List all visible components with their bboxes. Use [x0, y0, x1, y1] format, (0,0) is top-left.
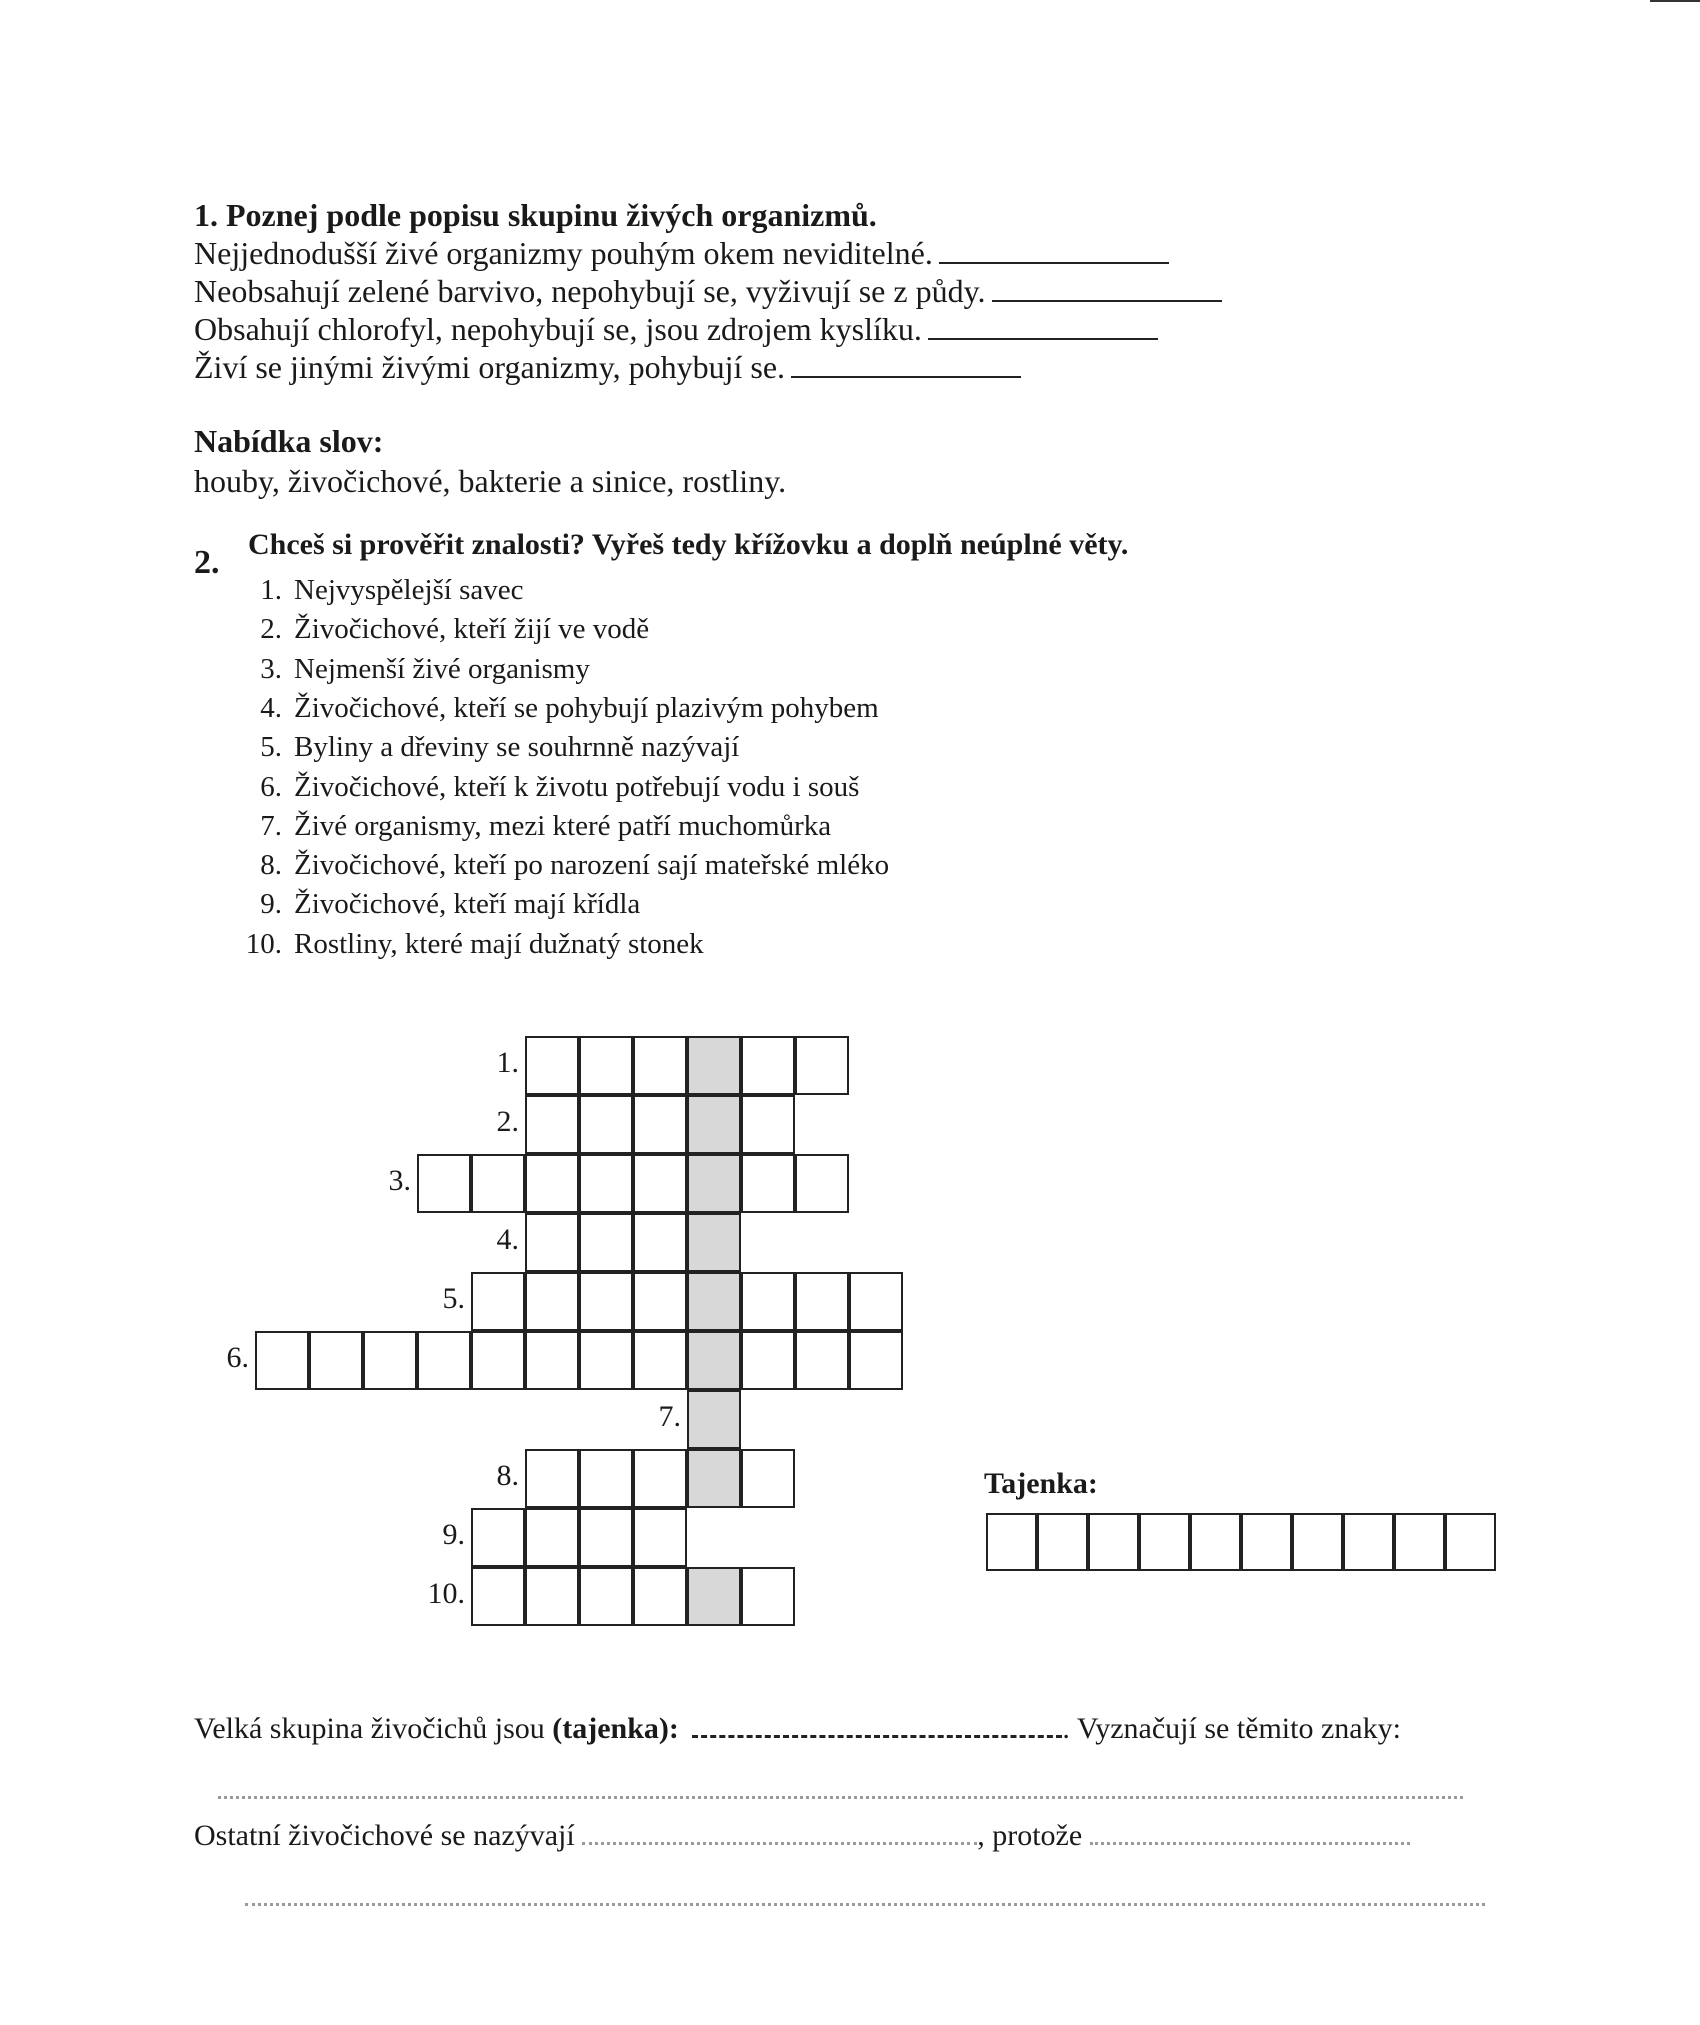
crossword-cell[interactable] — [579, 1213, 633, 1272]
clue-number: 3. — [260, 653, 282, 685]
answer-dotted-line-1[interactable] — [218, 1796, 1463, 1799]
crossword-cell[interactable] — [633, 1095, 687, 1154]
secret-letter-box[interactable] — [1037, 1513, 1088, 1571]
crossword-solution-cell[interactable] — [687, 1272, 741, 1331]
secret-letter-box[interactable] — [1292, 1513, 1343, 1571]
crossword-cell[interactable] — [579, 1272, 633, 1331]
crossword-cell[interactable] — [795, 1331, 849, 1390]
clue-number: 7. — [260, 810, 282, 842]
crossword-cell[interactable] — [363, 1331, 417, 1390]
crossword-cell[interactable] — [471, 1154, 525, 1213]
secret-answer-blank[interactable] — [692, 1711, 1062, 1738]
exercise1-line-3: Obsahují chlorofyl, nepohybují se, jsou zdrojem kyslíku. — [194, 310, 1158, 348]
crossword-solution-cell[interactable] — [687, 1390, 741, 1449]
clue-text: Živočichové, kteří mají křídla — [294, 888, 641, 920]
crossword-solution-cell[interactable] — [687, 1213, 741, 1272]
clue-text: Živé organismy, mezi které patří muchomůrka — [294, 810, 832, 842]
crossword-cell[interactable] — [471, 1331, 525, 1390]
crossword-cell[interactable] — [471, 1567, 525, 1626]
exercise1-line-2: Neobsahují zelené barvivo, nepohybují se, vyživují se z půdy. — [194, 272, 1222, 310]
crossword-cell[interactable] — [795, 1272, 849, 1331]
crossword-row-number: 7. — [658, 1400, 681, 1433]
crossword-cell[interactable] — [633, 1213, 687, 1272]
crossword-row-number: 6. — [226, 1341, 249, 1374]
crossword-cell[interactable] — [309, 1331, 363, 1390]
crossword-row-number: 2. — [496, 1105, 519, 1138]
word-bank-label: Nabídka slov: — [194, 423, 384, 459]
secret-letter-box[interactable] — [1241, 1513, 1292, 1571]
clue-number: 2. — [260, 613, 282, 645]
crossword-row-number: 9. — [442, 1518, 465, 1551]
crossword-cell[interactable] — [525, 1567, 579, 1626]
crossword-cell[interactable] — [579, 1095, 633, 1154]
secret-letter-box[interactable] — [1445, 1513, 1496, 1571]
crossword-cell[interactable] — [579, 1449, 633, 1508]
crossword-cell[interactable] — [741, 1272, 795, 1331]
clue-number: 9. — [260, 888, 282, 920]
secret-letter-box[interactable] — [1088, 1513, 1139, 1571]
clue-text: Živočichové, kteří žijí ve vodě — [294, 613, 650, 645]
clue-text: Živočichové, kteří k životu potřebují vodu i souš — [294, 771, 860, 803]
exercise1-line-1: Nejjednodušší živé organizmy pouhým okem neviditelné. — [194, 234, 1169, 272]
secret-letter-box[interactable] — [1139, 1513, 1190, 1571]
crossword-cell[interactable] — [633, 1331, 687, 1390]
clue-number: 4. — [260, 692, 282, 724]
crossword-row-number: 1. — [496, 1046, 519, 1079]
word-bank: houby, živočichové, bakterie a sinice, rostliny. — [194, 463, 787, 499]
crossword-cell[interactable] — [633, 1508, 687, 1567]
crossword-solution-cell[interactable] — [687, 1154, 741, 1213]
crossword-cell[interactable] — [849, 1272, 903, 1331]
crossword-cell[interactable] — [741, 1449, 795, 1508]
crossword-cell[interactable] — [525, 1095, 579, 1154]
clue-number: 6. — [260, 771, 282, 803]
reason-answer-dotted[interactable] — [1090, 1820, 1410, 1845]
crossword-cell[interactable] — [741, 1567, 795, 1626]
crossword-row-number: 10. — [427, 1577, 465, 1610]
answer-blank-2[interactable] — [992, 274, 1222, 302]
crossword-cell[interactable] — [741, 1036, 795, 1095]
crossword-solution-cell[interactable] — [687, 1331, 741, 1390]
footer-sentence-1: Velká skupina živočichů jsou (tajenka): . Vyznačují se těmito znaky: — [194, 1712, 1401, 1745]
crossword-cell[interactable] — [525, 1508, 579, 1567]
clue-number: 10. — [245, 928, 282, 960]
crossword-cell[interactable] — [471, 1508, 525, 1567]
clue-text: Byliny a dřeviny se souhrnně nazývají — [294, 731, 740, 763]
exercise1-line-4: Živí se jinými živými organizmy, pohybují se. — [194, 348, 1021, 386]
answer-blank-3[interactable] — [928, 312, 1158, 340]
crossword-cell[interactable] — [579, 1331, 633, 1390]
secret-letter-box[interactable] — [1394, 1513, 1445, 1571]
answer-blank-1[interactable] — [939, 236, 1169, 264]
secret-letter-box[interactable] — [986, 1513, 1037, 1571]
crossword-cell[interactable] — [525, 1036, 579, 1095]
crossword-cell[interactable] — [633, 1036, 687, 1095]
crossword-cell[interactable] — [525, 1213, 579, 1272]
crossword-cell[interactable] — [633, 1154, 687, 1213]
crossword-row-number: 3. — [388, 1164, 411, 1197]
crossword-cell[interactable] — [579, 1508, 633, 1567]
page-corner-mark — [1650, 0, 1700, 2]
clue-number: 8. — [260, 849, 282, 881]
crossword-row-number: 4. — [496, 1223, 519, 1256]
clue-text: Nejmenší živé organismy — [294, 653, 590, 685]
crossword-row-number: 8. — [496, 1459, 519, 1492]
crossword-solution-cell[interactable] — [687, 1095, 741, 1154]
secret-label: Tajenka: — [984, 1467, 1098, 1500]
crossword-cell[interactable] — [525, 1272, 579, 1331]
exercise2-number: 2. — [194, 544, 220, 581]
crossword-cell[interactable] — [525, 1449, 579, 1508]
crossword-solution-cell[interactable] — [687, 1567, 741, 1626]
crossword-cell[interactable] — [633, 1272, 687, 1331]
clue-text: Nejvyspělejší savec — [294, 574, 524, 606]
crossword-solution-cell[interactable] — [687, 1449, 741, 1508]
crossword-cell[interactable] — [417, 1154, 471, 1213]
crossword-cell[interactable] — [525, 1154, 579, 1213]
crossword-cell[interactable] — [795, 1154, 849, 1213]
crossword-cell[interactable] — [795, 1036, 849, 1095]
crossword-solution-cell[interactable] — [687, 1036, 741, 1095]
clue-number: 5. — [260, 731, 282, 763]
crossword-cell[interactable] — [579, 1036, 633, 1095]
clue-text: Rostliny, které mají dužnatý stonek — [294, 928, 704, 960]
crossword-cell[interactable] — [255, 1331, 309, 1390]
crossword-cell[interactable] — [633, 1449, 687, 1508]
crossword-cell[interactable] — [579, 1154, 633, 1213]
crossword-cell[interactable] — [741, 1095, 795, 1154]
name-answer-dotted[interactable] — [582, 1820, 977, 1845]
crossword-cell[interactable] — [741, 1154, 795, 1213]
secret-letter-box[interactable] — [1343, 1513, 1394, 1571]
secret-letter-box[interactable] — [1190, 1513, 1241, 1571]
crossword-cell[interactable] — [579, 1567, 633, 1626]
crossword-cell[interactable] — [849, 1331, 903, 1390]
crossword-cell[interactable] — [741, 1331, 795, 1390]
clue-text: Živočichové, kteří po narození sají mateřské mléko — [294, 849, 890, 881]
crossword-row-number: 5. — [442, 1282, 465, 1315]
answer-dotted-line-2[interactable] — [245, 1903, 1485, 1906]
crossword-cell[interactable] — [633, 1567, 687, 1626]
clue-text: Živočichové, kteří se pohybují plazivým pohybem — [294, 692, 879, 724]
footer-sentence-2: Ostatní živočichové se nazývají , protože — [194, 1819, 1410, 1853]
crossword-cell[interactable] — [471, 1272, 525, 1331]
answer-blank-4[interactable] — [791, 350, 1021, 378]
crossword-cell[interactable] — [525, 1331, 579, 1390]
exercise2-heading: Chceš si prověřit znalosti? Vyřeš tedy křížovku a doplň neúplné věty. — [248, 528, 1129, 561]
clue-number: 1. — [260, 574, 282, 606]
exercise1-heading: 1. Poznej podle popisu skupinu živých organizmů. — [194, 197, 877, 233]
crossword-cell[interactable] — [417, 1331, 471, 1390]
